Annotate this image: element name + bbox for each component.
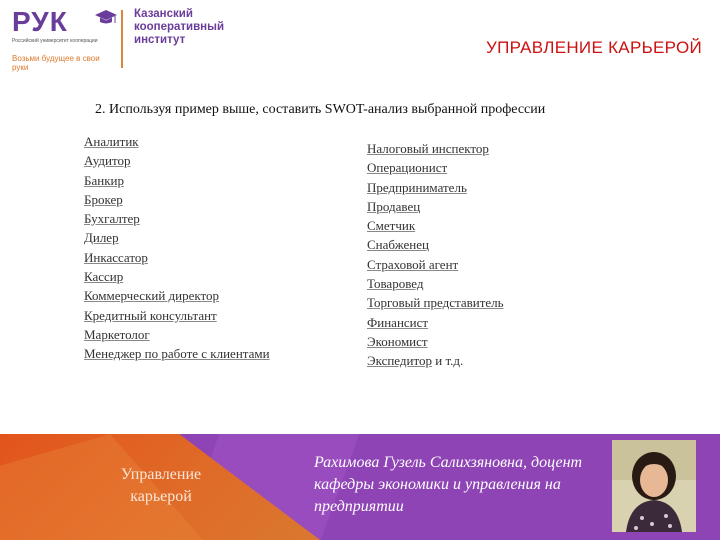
- profession-item[interactable]: Торговый представитель: [367, 295, 504, 311]
- profession-item[interactable]: Экспедитор и т.д.: [367, 353, 464, 369]
- profession-item[interactable]: Налоговый инспектор: [367, 141, 489, 156]
- ruk-brand: РУК: [12, 6, 68, 37]
- profession-item[interactable]: Кассир: [84, 269, 124, 285]
- course-name: Управление карьерой: [120, 466, 202, 505]
- profession-item[interactable]: Бухгалтер: [84, 211, 140, 227]
- profession-item[interactable]: Аудитор: [84, 153, 131, 169]
- profession-item[interactable]: Аналитик: [84, 134, 139, 149]
- profession-item[interactable]: Маркетолог: [84, 326, 150, 342]
- profession-item[interactable]: Финансист: [367, 314, 429, 330]
- profession-item[interactable]: Кредитный консультант: [84, 307, 217, 323]
- etc-suffix: и т.д.: [431, 353, 464, 369]
- profession-item[interactable]: Продавец: [367, 198, 421, 214]
- profession-item[interactable]: Банкир: [84, 172, 124, 188]
- slide-title: УПРАВЛЕНИЕ КАРЬЕРОЙ: [486, 38, 702, 57]
- task-text: 2. Используя пример выше, составить SWOT-анализ выбранной профессии: [95, 102, 546, 117]
- profession-item[interactable]: Инкассатор: [84, 249, 148, 265]
- institute-line: Казанский: [134, 8, 193, 20]
- author-info: Рахимова Гузель Салихзяновна, доцент кафедры экономики и управления на предприятии: [314, 454, 583, 515]
- professions-list-left: [84, 132, 270, 364]
- profession-item[interactable]: Сметчик: [367, 218, 416, 234]
- logo-slogan: Возьми будущее в свои руки: [12, 54, 100, 72]
- profession-item[interactable]: Коммерческий директор: [84, 288, 220, 304]
- institute-line: институт: [134, 34, 186, 46]
- professions-list-right: [367, 139, 504, 371]
- profession-item[interactable]: Страховой агент: [367, 256, 459, 272]
- ruk-logo: [12, 6, 112, 72]
- logo-divider: [121, 10, 123, 68]
- profession-item[interactable]: Товаровед: [367, 276, 424, 292]
- profession-item[interactable]: Дилер: [84, 230, 119, 246]
- profession-item[interactable]: Предприниматель: [367, 179, 467, 195]
- profession-item[interactable]: Снабженец: [367, 237, 429, 253]
- institute-name: [134, 8, 224, 47]
- profession-item[interactable]: Операционист: [367, 160, 448, 176]
- profession-item[interactable]: Брокер: [84, 191, 123, 207]
- graduation-cap-icon: [94, 8, 118, 28]
- author-photo: [612, 440, 696, 532]
- profession-item[interactable]: Менеджер по работе с клиентами: [84, 346, 270, 362]
- profession-item[interactable]: Экономист: [367, 333, 428, 349]
- logo-small-text: Российский университет кооперации: [12, 38, 98, 44]
- institute-line: кооперативный: [134, 21, 225, 33]
